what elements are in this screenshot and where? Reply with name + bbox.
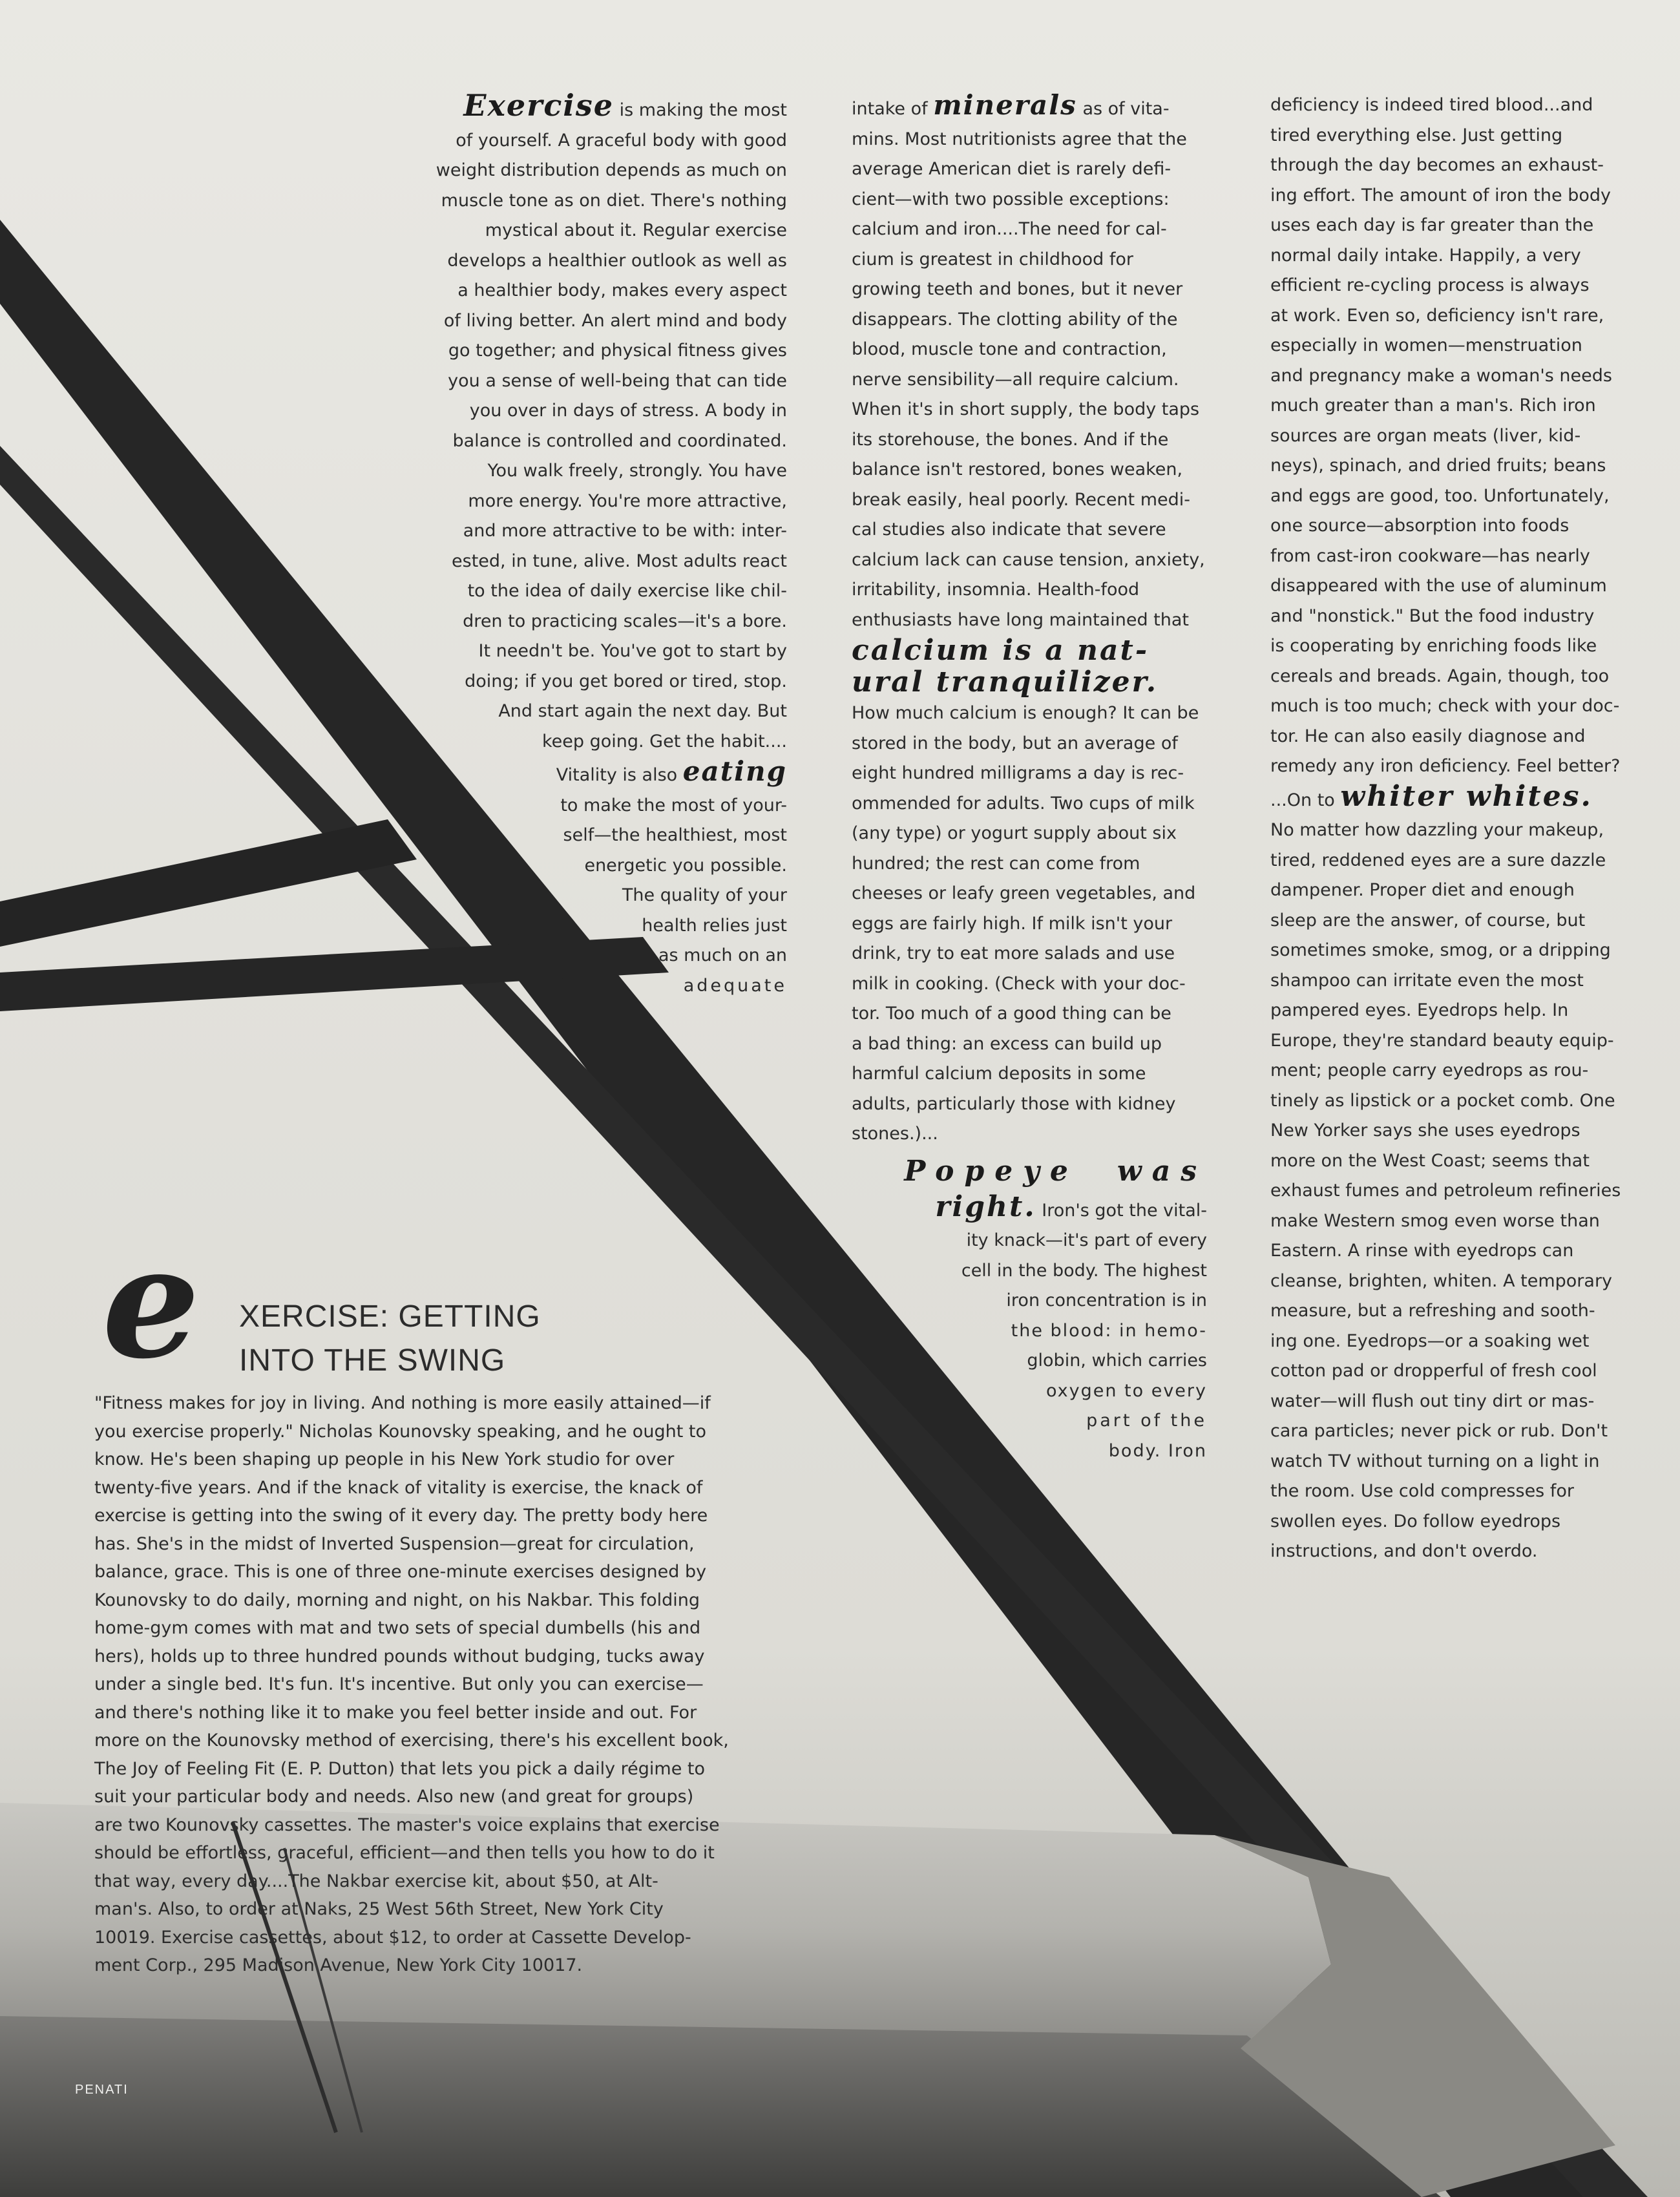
col2-line: right. Iron's got the vital- — [935, 1190, 1207, 1223]
keyword-right: right. — [935, 1190, 1036, 1223]
col3-line: water—will flush out tiny dirt or mas- — [1270, 1391, 1595, 1411]
col1-line: Vitality is also eating — [556, 755, 787, 787]
col3-line: is cooperating by enriching foods like — [1270, 636, 1597, 656]
col3-line: tor. He can also easily diagnose and — [1270, 726, 1586, 746]
keyword-whiter-whites: whiter whites. — [1340, 779, 1593, 813]
col3-line: from cast-iron cookware—has nearly — [1270, 545, 1590, 566]
col2-line: ity knack—it's part of every — [966, 1230, 1207, 1250]
col2-line: oxygen to every — [1045, 1380, 1207, 1401]
col2-line: intake of minerals as of vita- — [852, 89, 1170, 121]
col3-line: more on the West Coast; seems that — [1270, 1150, 1590, 1171]
col2-line: iron concentration is in — [1006, 1290, 1207, 1310]
col1-line: of living better. An alert mind and body — [443, 310, 787, 331]
col1-line: weight distribution depends as much on — [436, 160, 787, 180]
col1-line: go together; and physical fitness gives — [448, 341, 787, 361]
col3-line: measure, but a refreshing and sooth- — [1270, 1301, 1595, 1321]
col2-line: the blood: in hemo- — [1011, 1320, 1207, 1341]
col2-line: mins. Most nutritionists agree that the — [852, 129, 1187, 149]
col3-line: cleanse, brighten, whiten. A temporary — [1270, 1270, 1613, 1291]
col2-line: adults, particularly those with kidney — [852, 1093, 1176, 1114]
col1-line: dren to practicing scales—it's a bore. — [463, 611, 787, 631]
col2-line: a bad thing: an excess can build up — [852, 1033, 1162, 1054]
col1-line: to make the most of your- — [560, 795, 787, 815]
col1-line: ested, in tune, alive. Most adults react — [452, 551, 787, 571]
bottom-line: The Joy of Feeling Fit (E. P. Dutton) that lets you pick a daily régime to — [94, 1758, 706, 1779]
col3-line: Europe, they're standard beauty equip- — [1270, 1030, 1614, 1051]
keyword-calcium-line2: ural tranquilizer. — [852, 666, 1159, 699]
col1-line: develops a healthier outlook as well as — [447, 250, 787, 271]
col3-line: make Western smog even worse than — [1270, 1210, 1600, 1231]
col3-line: tired everything else. Just getting — [1270, 125, 1563, 145]
bottom-line: Kounovsky to do daily, morning and night, on his Nakbar. This folding — [94, 1590, 700, 1610]
col1-line: more energy. You're more attractive, — [468, 490, 787, 511]
col3-line: ...On to whiter whites. — [1270, 779, 1593, 813]
col2-line: globin, which carries — [1027, 1351, 1207, 1371]
col1-line: It needn't be. You've got to start by — [478, 641, 787, 661]
bottom-line: under a single bed. It's fun. It's incentive. But only you can exercise— — [94, 1674, 704, 1694]
col3-line: neys), spinach, and dried fruits; beans — [1270, 456, 1606, 476]
heading-line-2: INTO THE SWING — [239, 1343, 506, 1378]
article-column-3 — [1270, 90, 1632, 1567]
col1-line: as much on an — [658, 945, 787, 965]
bottom-line: 10019. Exercise cassettes, about $12, to order at Cassette Develop- — [94, 1927, 691, 1948]
col3-line: normal daily intake. Happily, a very — [1270, 245, 1581, 266]
popeye-heading-line1: Popeye was — [904, 1154, 1207, 1188]
heading-line-1: XERCISE: GETTING — [239, 1299, 541, 1334]
col1-line: health relies just — [642, 915, 787, 936]
col2-line: body. Iron — [1108, 1440, 1207, 1461]
col3-line: cara particles; never pick or rub. Don't — [1270, 1421, 1608, 1441]
col2-line: cheeses or leafy green vegetables, and — [852, 883, 1196, 903]
bottom-line: and there's nothing like it to make you feel better inside and out. For — [94, 1702, 697, 1723]
col2-line: break easily, heal poorly. Recent medi- — [852, 489, 1191, 510]
col3-line: shampoo can irritate even the most — [1270, 970, 1584, 991]
col2-line: cal studies also indicate that severe — [852, 520, 1166, 540]
col3-line: ing one. Eyedrops—or a soaking wet — [1270, 1330, 1590, 1351]
col3-line: uses each day is far greater than the — [1270, 215, 1594, 235]
col2-line: disappears. The clotting ability of the — [852, 309, 1178, 330]
col1-line: And start again the next day. But — [498, 701, 787, 721]
col2-line: cium is greatest in childhood for — [852, 249, 1134, 269]
col2-line: average American diet is rarely defi- — [852, 159, 1171, 179]
col3-line: much greater than a man's. Rich iron — [1270, 395, 1596, 415]
col2-line: growing teeth and bones, but it never — [852, 279, 1183, 299]
col3-line: deficiency is indeed tired blood...and — [1270, 95, 1593, 115]
col2-line: calcium lack can cause tension, anxiety, — [852, 549, 1205, 570]
bottom-line: man's. Also, to order at Naks, 25 West 56th Street, New York City — [94, 1899, 664, 1919]
bottom-line: are two Kounovsky cassettes. The master's voice explains that exercise — [94, 1814, 720, 1835]
bottom-line: hers), holds up to three hundred pounds without budging, tucks away — [94, 1646, 705, 1666]
bottom-line: suit your particular body and needs. Also new (and great for groups) — [94, 1787, 694, 1807]
bottom-line: balance, grace. This is one of three one-minute exercises designed by — [94, 1562, 707, 1582]
col2-line: milk in cooking. (Check with your doc- — [852, 973, 1186, 994]
col3-line: cotton pad or dropperful of fresh cool — [1270, 1361, 1597, 1381]
col2-line: ommended for adults. Two cups of milk — [852, 793, 1195, 814]
col2-line: drink, try to eat more salads and use — [852, 943, 1175, 963]
drop-cap-e: e — [102, 1213, 200, 1393]
article-heading — [97, 1213, 588, 1401]
col3-line: efficient re-cycling process is always — [1270, 275, 1590, 295]
col3-line: Eastern. A rinse with eyedrops can — [1270, 1241, 1574, 1261]
col2-line: its storehouse, the bones. And if the — [852, 429, 1169, 450]
keyword-minerals: minerals — [933, 89, 1077, 121]
col2-line: stones.)... — [852, 1124, 938, 1144]
col2-line: harmful calcium deposits in some — [852, 1064, 1146, 1084]
col3-line: instructions, and don't overdo. — [1270, 1541, 1538, 1561]
col2-line: irritability, insomnia. Health-food — [852, 580, 1140, 600]
col1-line: The quality of your — [622, 885, 787, 905]
col3-line: ment; people carry eyedrops as rou- — [1270, 1060, 1589, 1080]
bottom-line: has. She's in the midst of Inverted Suspension—great for circulation, — [94, 1533, 695, 1554]
col1-line: doing; if you get bored or tired, stop. — [465, 671, 787, 691]
col1-line: a healthier body, makes every aspect — [457, 280, 787, 300]
keyword-calcium-line1: calcium is a nat- — [852, 634, 1150, 667]
col1-line: self—the healthiest, most — [563, 825, 787, 845]
bottom-line: that way, every day....The Nakbar exercise kit, about $50, at Alt- — [94, 1871, 658, 1891]
col3-line: dampener. Proper diet and enough — [1270, 880, 1575, 900]
article-column-2 — [852, 90, 1207, 1466]
col3-line: sometimes smoke, smog, or a dripping — [1270, 940, 1611, 960]
col3-line: exhaust fumes and petroleum refineries — [1270, 1181, 1621, 1201]
col2-line: eggs are fairly high. If milk isn't your — [852, 913, 1173, 934]
col2-line: stored in the body, but an average of — [852, 733, 1178, 753]
col3-line: disappeared with the use of aluminum — [1270, 576, 1607, 596]
col3-line: New Yorker says she uses eyedrops — [1270, 1120, 1580, 1141]
col1-line: You walk freely, strongly. You have — [487, 461, 787, 481]
col2-line: nerve sensibility—all require calcium. — [852, 369, 1179, 390]
bottom-line: you exercise properly." Nicholas Kounovsky speaking, and he ought to — [94, 1421, 706, 1442]
col3-line: through the day becomes an exhaust- — [1270, 155, 1604, 175]
col3-line: No matter how dazzling your makeup, — [1270, 820, 1604, 840]
col3-line: remedy any iron deficiency. Feel better? — [1270, 756, 1621, 776]
col1-line: mystical about it. Regular exercise — [485, 220, 787, 240]
col3-line: sources are organ meats (liver, kid- — [1270, 425, 1581, 446]
col3-line: the room. Use cold compresses for — [1270, 1481, 1574, 1501]
bottom-line: should be effortless, graceful, efficient—and then tells you how to do it — [94, 1843, 715, 1863]
col3-line: one source—absorption into foods — [1270, 516, 1570, 536]
bottom-line: twenty-five years. And if the knack of vitality is exercise, the knack of — [94, 1477, 703, 1498]
bottom-line: more on the Kounovsky method of exercising, there's his excellent book, — [94, 1730, 729, 1750]
col3-line: ing effort. The amount of iron the body — [1270, 185, 1611, 205]
col3-line: much is too much; check with your doc- — [1270, 696, 1620, 716]
bottom-line: ment Corp., 295 Madison Avenue, New York City 10017. — [94, 1955, 583, 1975]
col3-line: swollen eyes. Do follow eyedrops — [1270, 1511, 1561, 1531]
col1-line: adequate — [683, 975, 787, 996]
keyword-eating: eating — [682, 755, 787, 787]
col2-line: part of the — [1086, 1411, 1207, 1431]
col1-line: you a sense of well-being that can tide — [448, 370, 787, 391]
col2-line: cient—with two possible exceptions: — [852, 189, 1170, 209]
col1-line: balance is controlled and coordinated. — [452, 430, 787, 451]
col1-line: Exercise is making the most — [463, 88, 787, 123]
col2-line: cell in the body. The highest — [961, 1260, 1207, 1281]
col2-line: tor. Too much of a good thing can be — [852, 1004, 1171, 1024]
bottom-line: "Fitness makes for joy in living. And nothing is more easily attained—if — [94, 1393, 711, 1413]
keyword-exercise: Exercise — [463, 88, 614, 123]
col1-line: energetic you possible. — [584, 855, 787, 876]
article-column-1 — [414, 90, 787, 1001]
col2-line: eight hundred milligrams a day is rec- — [852, 763, 1184, 783]
col2-line: calcium and iron....The need for cal- — [852, 219, 1167, 239]
col3-line: and "nonstick." But the food industry — [1270, 605, 1595, 626]
col1-line: to the idea of daily exercise like chil- — [467, 581, 787, 601]
col1-line: of yourself. A graceful body with good — [456, 130, 787, 151]
col3-line: pampered eyes. Eyedrops help. In — [1270, 1000, 1569, 1020]
col2-line: When it's in short supply, the body taps — [852, 399, 1200, 419]
col2-line: enthusiasts have long maintained that — [852, 609, 1190, 630]
col3-line: watch TV without turning on a light in — [1270, 1451, 1600, 1471]
col3-line: sleep are the answer, of course, but — [1270, 910, 1586, 930]
col2-line: hundred; the rest can come from — [852, 853, 1140, 874]
col1-line: and more attractive to be with: inter- — [463, 521, 787, 541]
col3-line: tired, reddened eyes are a sure dazzle — [1270, 850, 1606, 870]
col1-line: you over in days of stress. A body in — [469, 401, 787, 421]
col1-line: muscle tone as on diet. There's nothing — [441, 190, 787, 211]
article-bottom-block — [94, 1389, 760, 1980]
col1-line: keep going. Get the habit.... — [541, 731, 787, 752]
col3-line: especially in women—menstruation — [1270, 335, 1582, 355]
bottom-line: exercise is getting into the swing of it every day. The pretty body here — [94, 1506, 708, 1526]
col2-line: blood, muscle tone and contraction, — [852, 339, 1167, 359]
col2-line: balance isn't restored, bones weaken, — [852, 459, 1183, 479]
photo-credit: PENATI — [75, 2083, 129, 2097]
col2-line: How much calcium is enough? It can be — [852, 703, 1199, 723]
col3-line: cereals and breads. Again, though, too — [1270, 666, 1610, 686]
col3-line: and pregnancy make a woman's needs — [1270, 365, 1612, 386]
col3-line: and eggs are good, too. Unfortunately, — [1270, 485, 1610, 506]
col3-line: at work. Even so, deficiency isn't rare, — [1270, 305, 1604, 326]
bottom-line: home-gym comes with mat and two sets of special dumbells (his and — [94, 1618, 701, 1638]
col3-line: tinely as lipstick or a pocket comb. One — [1270, 1090, 1615, 1111]
bottom-line: know. He's been shaping up people in his New York studio for over — [94, 1449, 675, 1469]
col2-line: (any type) or yogurt supply about six — [852, 823, 1177, 843]
